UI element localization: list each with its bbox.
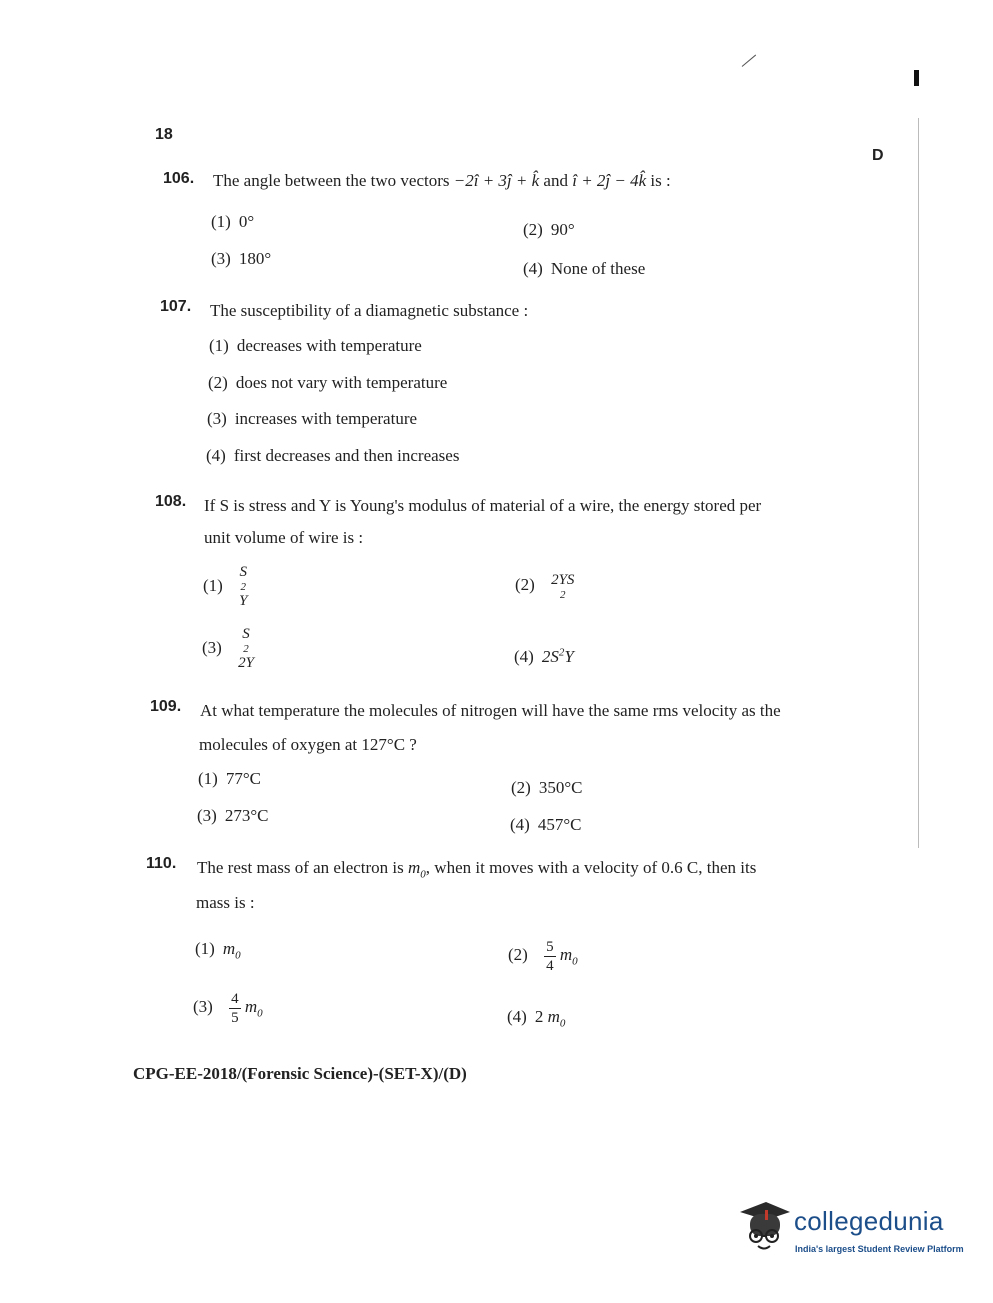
q106-option-3: (3) 180° — [211, 249, 272, 268]
q108-option-4: (4) $2S^2Y$ — [514, 646, 574, 666]
q109-option-4: (4) 457°C — [510, 815, 582, 834]
pen-tick-mark — [742, 55, 756, 67]
fraction: S 2 Y — [239, 564, 248, 609]
q108-option-1: (1) S 2 Y — [203, 564, 248, 609]
fraction: $\frac{5}{4}$ — [546, 939, 554, 974]
page-number: 18 — [155, 126, 173, 143]
fraction: 2YS 2 — [551, 572, 575, 601]
scan-marker — [914, 70, 919, 86]
rest-mass-symbol: $m_0$ — [408, 858, 426, 881]
q108-option-3: (3) S 2 2Y — [202, 626, 254, 671]
vector-a: −2î + 3ĵ + k̂ — [453, 171, 540, 190]
question-106-prefix: The angle between the two vectors — [213, 171, 450, 190]
collegedunia-logo — [736, 1198, 966, 1268]
q107-option-2: (2) does not vary with temperature — [208, 373, 448, 392]
question-110-line-2: mass is : — [196, 893, 255, 912]
q107-option-4: (4) first decreases and then increases — [206, 446, 460, 465]
paper-code-footer: CPG-EE-2018/(Forensic Science)-(SET-X)/(D) — [133, 1064, 467, 1083]
question-110-number: 110. — [146, 855, 177, 872]
question-106-number: 106. — [163, 170, 195, 187]
q107-option-1: (1) decreases with temperature — [209, 336, 422, 355]
fraction: $\frac{4}{5}$ — [231, 991, 239, 1026]
margin-rule — [918, 118, 919, 848]
q110-option-1: (1) $m_0$ — [195, 939, 241, 962]
q106-option-4: (4) None of these — [523, 259, 646, 278]
question-109-number: 109. — [150, 698, 182, 715]
q109-option-3: (3) 273°C — [197, 806, 269, 825]
q110-option-3: (3) $\frac{4}{5}$ $m_0$ — [193, 991, 263, 1026]
q106-option-1: (1) 0° — [211, 212, 255, 231]
question-106-suffix: is : — [650, 171, 671, 190]
q110-option-4: (4) 2 $m_0$ — [507, 1007, 566, 1030]
set-letter: D — [872, 147, 884, 164]
q109-option-1: (1) 77°C — [198, 769, 261, 788]
question-110-line-1: The rest mass of an electron is $m_0$, when it moves with a velocity of 0.6 C, then its — [197, 858, 757, 881]
question-106-text — [213, 170, 671, 193]
vector-b: î + 2ĵ − 4k̂ — [572, 171, 647, 190]
logo-wordmark: collegedunia — [794, 1206, 944, 1236]
graduate-mascot-icon — [736, 1198, 792, 1254]
q107-option-3: (3) increases with temperature — [207, 409, 418, 428]
question-107-number: 107. — [160, 298, 192, 315]
q106-option-2: (2) 90° — [523, 220, 575, 239]
question-108-line-2: unit volume of wire is : — [204, 528, 364, 547]
question-106-joiner: and — [543, 171, 568, 190]
question-109-line-2: molecules of oxygen at 127°C ? — [199, 735, 417, 754]
question-108-number: 108. — [155, 493, 187, 510]
logo-tagline: India's largest Student Review Platform — [795, 1244, 964, 1254]
fraction: S 2 2Y — [238, 626, 254, 671]
q109-option-2: (2) 350°C — [511, 778, 583, 797]
question-108-line-1: If S is stress and Y is Young's modulus of material of a wire, the energy stored per — [204, 496, 762, 515]
q108-option-2: (2) 2YS 2 — [515, 572, 575, 601]
question-109-line-1: At what temperature the molecules of nitrogen will have the same rms velocity as the — [200, 701, 781, 720]
question-107-text: The susceptibility of a diamagnetic substance : — [210, 301, 529, 320]
q110-option-2: (2) $\frac{5}{4}$ $m_0$ — [508, 939, 578, 974]
